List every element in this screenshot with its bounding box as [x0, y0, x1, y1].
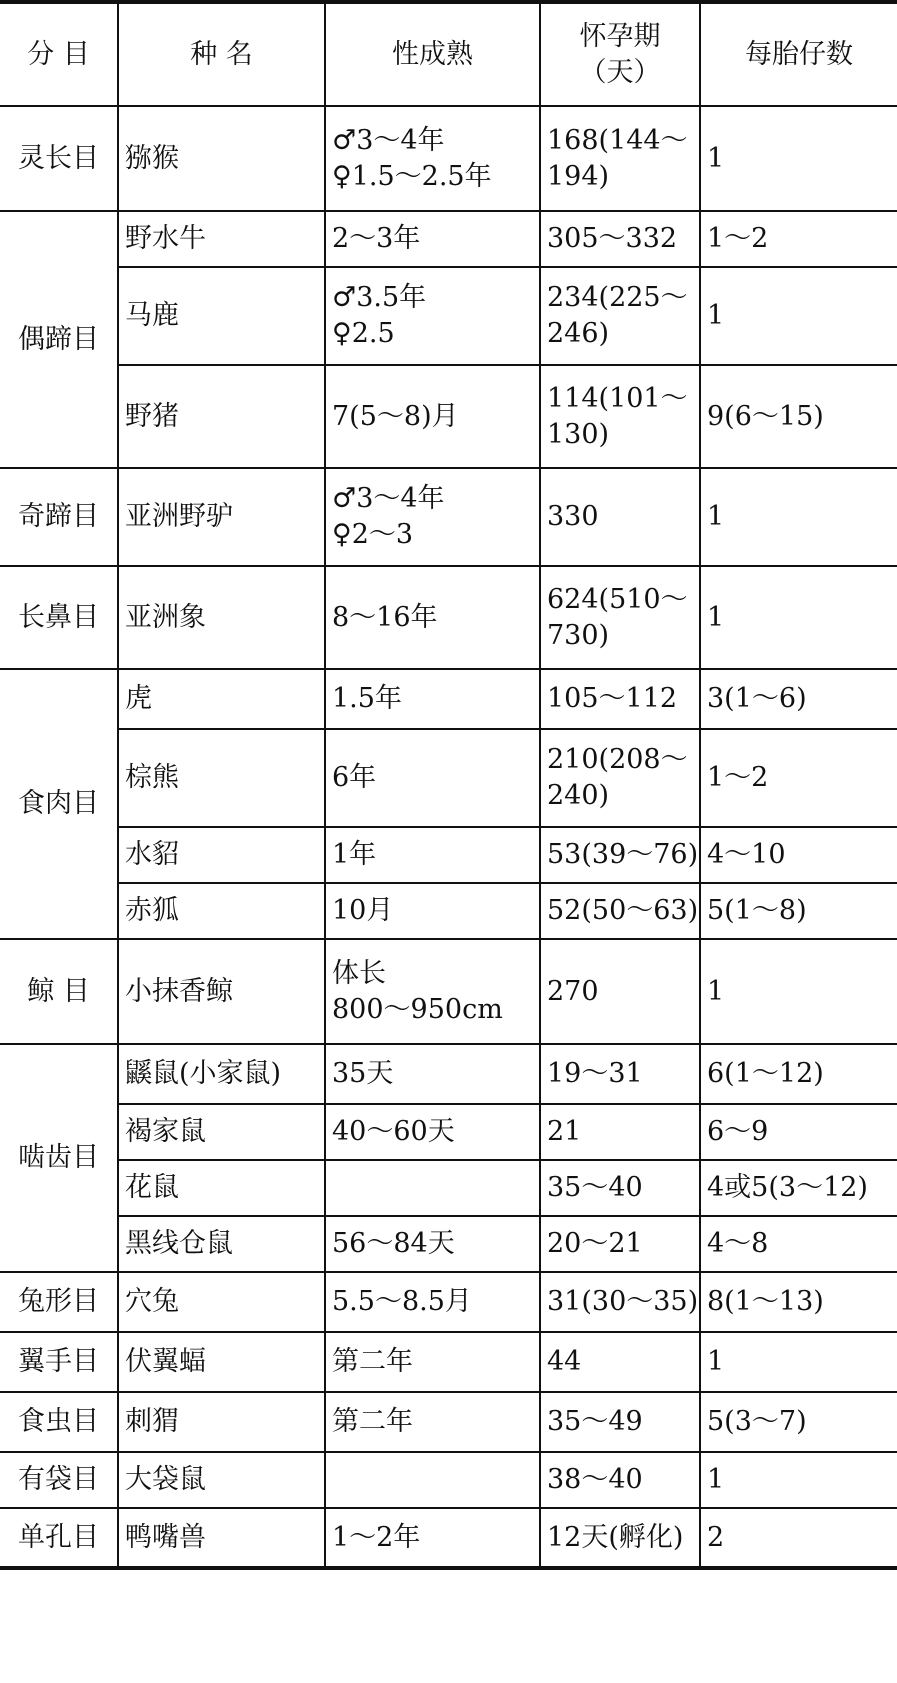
- species-cell: 褐家鼠: [118, 1104, 325, 1160]
- table-row: [0, 883, 897, 939]
- species-cell: 小抹香鲸: [118, 939, 325, 1044]
- maturity-cell: [325, 468, 540, 566]
- table-row: [0, 365, 897, 468]
- maturity-cell: 56～84天: [325, 1216, 540, 1272]
- maturity-cell: 1年: [325, 827, 540, 883]
- litter-cell: 1: [700, 106, 897, 211]
- maturity-cell: 1～2年: [325, 1508, 540, 1568]
- table-row: [0, 1160, 897, 1216]
- litter-cell: 6(1～12): [700, 1044, 897, 1104]
- species-cell: 棕熊: [118, 729, 325, 827]
- litter-cell: 1: [700, 468, 897, 566]
- table-row: [0, 1452, 897, 1508]
- maturity-cell: 1.5年: [325, 669, 540, 729]
- table-row: [0, 827, 897, 883]
- maturity-text: ♂3～4年 ♀2～3: [332, 483, 445, 550]
- table-row: [0, 106, 897, 211]
- litter-cell: 1: [700, 267, 897, 365]
- order-cell: 有袋目: [0, 1452, 118, 1508]
- species-cell: 水貂: [118, 827, 325, 883]
- gestation-cell: 234(225～246): [540, 267, 700, 365]
- order-cell: 啮齿目: [0, 1044, 118, 1272]
- maturity-cell: 40～60天: [325, 1104, 540, 1160]
- species-cell: 虎: [118, 669, 325, 729]
- gestation-cell: 305～332: [540, 211, 700, 267]
- species-cell: 鼷鼠(小家鼠): [118, 1044, 325, 1104]
- maturity-cell: [325, 267, 540, 365]
- order-cell: 翼手目: [0, 1332, 118, 1392]
- species-cell: 伏翼蝠: [118, 1332, 325, 1392]
- litter-cell: 2: [700, 1508, 897, 1568]
- table-row: [0, 1332, 897, 1392]
- gestation-cell: 38～40: [540, 1452, 700, 1508]
- species-cell: 野猪: [118, 365, 325, 468]
- gestation-cell: 35～40: [540, 1160, 700, 1216]
- order-cell: 单孔目: [0, 1508, 118, 1568]
- gestation-cell: 210(208～240): [540, 729, 700, 827]
- header-maturity: 性成熟: [325, 2, 540, 106]
- header-species: 种 名: [118, 2, 325, 106]
- litter-cell: 1: [700, 1452, 897, 1508]
- species-cell: 赤狐: [118, 883, 325, 939]
- maturity-cell: [325, 1452, 540, 1508]
- order-cell: 食肉目: [0, 669, 118, 939]
- litter-cell: 1～2: [700, 211, 897, 267]
- species-cell: 猕猴: [118, 106, 325, 211]
- order-cell: 食虫目: [0, 1392, 118, 1452]
- maturity-cell: 10月: [325, 883, 540, 939]
- litter-cell: 8(1～13): [700, 1272, 897, 1332]
- species-cell: 马鹿: [118, 267, 325, 365]
- maturity-cell: 5.5～8.5月: [325, 1272, 540, 1332]
- litter-cell: 4～10: [700, 827, 897, 883]
- maturity-text: 体长 800～950cm: [332, 957, 503, 1025]
- litter-cell: 6～9: [700, 1104, 897, 1160]
- gestation-cell: 44: [540, 1332, 700, 1392]
- species-cell: 亚洲野驴: [118, 468, 325, 566]
- litter-cell: 4～8: [700, 1216, 897, 1272]
- maturity-cell: 2～3年: [325, 211, 540, 267]
- header-order: 分 目: [0, 2, 118, 106]
- maturity-cell: 7(5～8)月: [325, 365, 540, 468]
- species-cell: 野水牛: [118, 211, 325, 267]
- species-cell: 大袋鼠: [118, 1452, 325, 1508]
- order-cell: 鲸 目: [0, 939, 118, 1044]
- table-row: [0, 211, 897, 267]
- species-cell: 鸭嘴兽: [118, 1508, 325, 1568]
- header-row: [0, 2, 897, 106]
- gestation-cell: 52(50～63): [540, 883, 700, 939]
- table-row: [0, 1508, 897, 1568]
- maturity-text: ♂3.5年 ♀2.5: [332, 282, 427, 349]
- species-cell: 刺猬: [118, 1392, 325, 1452]
- table-row: [0, 729, 897, 827]
- litter-cell: 1: [700, 566, 897, 669]
- table-row: [0, 1044, 897, 1104]
- maturity-cell: 第二年: [325, 1332, 540, 1392]
- gestation-cell: 21: [540, 1104, 700, 1160]
- maturity-cell: 第二年: [325, 1392, 540, 1452]
- litter-cell: 3(1～6): [700, 669, 897, 729]
- species-cell: 穴兔: [118, 1272, 325, 1332]
- maturity-cell: [325, 939, 540, 1044]
- table-row: [0, 939, 897, 1044]
- litter-cell: 5(3～7): [700, 1392, 897, 1452]
- table-row: [0, 1272, 897, 1332]
- order-cell: 灵长目: [0, 106, 118, 211]
- order-cell: 长鼻目: [0, 566, 118, 669]
- litter-cell: 1: [700, 1332, 897, 1392]
- gestation-cell: 624(510～730): [540, 566, 700, 669]
- gestation-cell: 35～49: [540, 1392, 700, 1452]
- litter-cell: 4或5(3～12): [700, 1160, 897, 1216]
- litter-cell: 1: [700, 939, 897, 1044]
- species-cell: 花鼠: [118, 1160, 325, 1216]
- gestation-cell: 53(39～76): [540, 827, 700, 883]
- order-cell: 奇蹄目: [0, 468, 118, 566]
- gestation-cell: 12天(孵化): [540, 1508, 700, 1568]
- order-cell: 偶蹄目: [0, 211, 118, 468]
- gestation-cell: 19～31: [540, 1044, 700, 1104]
- table-row: [0, 1104, 897, 1160]
- header-litter: 每胎仔数: [700, 2, 897, 106]
- table-row: [0, 1392, 897, 1452]
- gestation-cell: 105～112: [540, 669, 700, 729]
- table-row: [0, 669, 897, 729]
- table-row: [0, 566, 897, 669]
- litter-cell: 1～2: [700, 729, 897, 827]
- gestation-cell: 31(30～35): [540, 1272, 700, 1332]
- gestation-cell: 330: [540, 468, 700, 566]
- litter-cell: 9(6～15): [700, 365, 897, 468]
- order-cell: 兔形目: [0, 1272, 118, 1332]
- header-gestation: 怀孕期（天）: [540, 2, 700, 106]
- litter-cell: 5(1～8): [700, 883, 897, 939]
- maturity-cell: [325, 1160, 540, 1216]
- table-row: [0, 468, 897, 566]
- maturity-cell: 8～16年: [325, 566, 540, 669]
- table-row: [0, 1216, 897, 1272]
- maturity-text: ♂3～4年 ♀1.5～2.5年: [332, 124, 492, 192]
- gestation-cell: 168(144～194): [540, 106, 700, 211]
- gestation-cell: 114(101～130): [540, 365, 700, 468]
- species-cell: 亚洲象: [118, 566, 325, 669]
- maturity-cell: [325, 106, 540, 211]
- maturity-cell: 35天: [325, 1044, 540, 1104]
- species-cell: 黑线仓鼠: [118, 1216, 325, 1272]
- gestation-cell: 20～21: [540, 1216, 700, 1272]
- maturity-cell: 6年: [325, 729, 540, 827]
- gestation-cell: 270: [540, 939, 700, 1044]
- table-row: [0, 267, 897, 365]
